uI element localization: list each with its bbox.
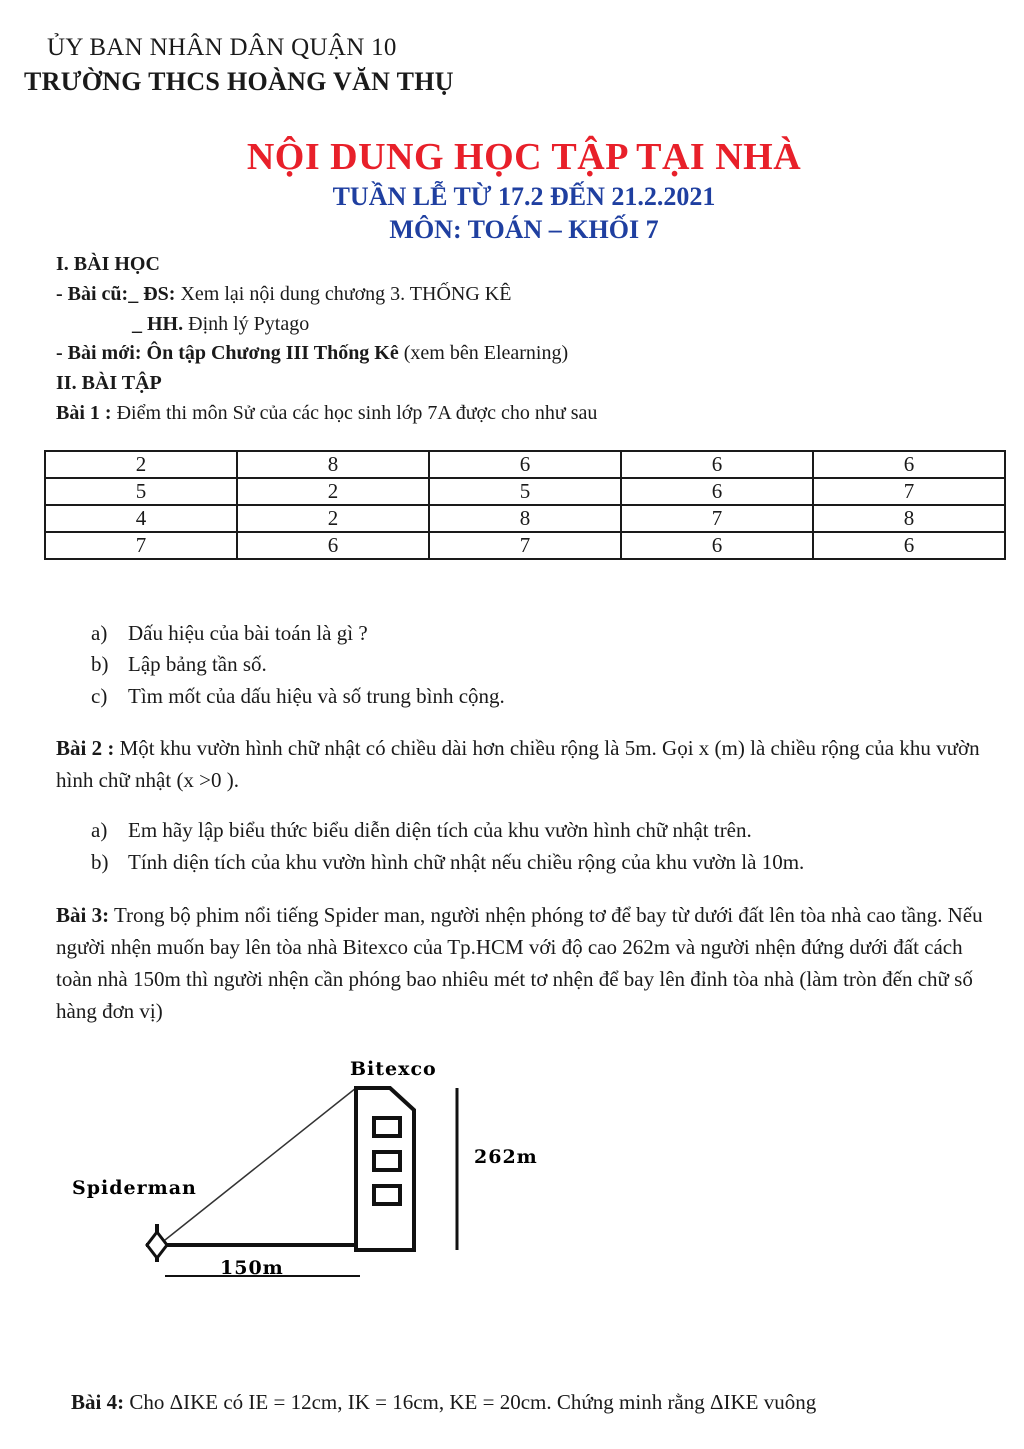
bai1-question-a <box>91 621 368 646</box>
table-cell: 5 <box>45 478 237 505</box>
question-letter: c) <box>91 684 108 708</box>
spiderman-icon <box>146 1224 170 1262</box>
org-line-1: ỦY BAN NHÂN DÂN QUẬN 10 <box>47 34 397 61</box>
bai1-label: Bài 1 : <box>56 402 112 424</box>
table-cell: 4 <box>45 505 237 532</box>
bai3-text: Trong bộ phim nổi tiếng Spider man, người nhện phóng tơ để bay từ dưới đất lên tòa nhà cao tầng. Nếu người nhện muốn bay lên tòa nhà Bitexco của Tp.HCM với độ cao 262m và người nhện đứng dưới đất cách toàn nhà 150m thì người nhện cần phóng bao nhiêu mét tơ nhện để bay lên đỉnh tòa nhà (làm tròn đến chữ số hàng đơn vị) <box>56 903 983 1023</box>
bai3-label: Bài 3: <box>56 903 110 927</box>
table-cell: 7 <box>813 478 1005 505</box>
bai1-question-b <box>91 652 267 677</box>
bai4-text: Cho ΔIKE có IE = 12cm, IK = 16cm, KE = 20cm. Chứng minh rằng ΔIKE vuông <box>124 1390 817 1414</box>
table-cell: 6 <box>813 451 1005 478</box>
hh-text: Định lý Pytago <box>183 313 310 335</box>
question-text: Dấu hiệu của bài toán là gì ? <box>128 621 368 645</box>
table-cell: 8 <box>813 505 1005 532</box>
table-cell: 2 <box>237 478 429 505</box>
hh-label: _ HH. <box>132 313 184 335</box>
bai2-label: Bài 2 : <box>56 736 115 760</box>
table-row <box>45 451 1005 478</box>
table-cell: 2 <box>45 451 237 478</box>
new-lesson-label: - Bài mới: Ôn tập Chương III Thống Kê <box>56 342 399 364</box>
building-label: Bitexco <box>350 1058 437 1080</box>
building-window <box>374 1186 400 1204</box>
bai1-prompt <box>56 402 597 425</box>
subject-subtitle: MÔN: TOÁN – KHỐI 7 <box>389 215 659 244</box>
table-cell: 6 <box>237 532 429 559</box>
old-lesson-label: - Bài cũ:_ ĐS: <box>56 283 176 305</box>
new-lesson-text: (xem bên Elearning) <box>398 342 569 364</box>
hh-line <box>132 313 309 336</box>
table-cell: 6 <box>621 532 813 559</box>
question-letter: a) <box>91 621 108 645</box>
table-cell: 6 <box>429 451 621 478</box>
bai1-question-c <box>91 684 505 709</box>
spiderman-figure <box>50 1040 570 1290</box>
table-cell: 6 <box>621 451 813 478</box>
building-window <box>374 1152 400 1170</box>
bai1-text: Điểm thi môn Sử của các học sinh lớp 7A được cho như sau <box>111 402 598 424</box>
table-cell: 5 <box>429 478 621 505</box>
question-text: Tính diện tích của khu vườn hình chữ nhật nếu chiều rộng của khu vườn là 10m. <box>128 850 805 874</box>
score-table <box>44 450 1006 560</box>
week-subtitle: TUẦN LỄ TỪ 17.2 ĐẾN 21.2.2021 <box>332 182 716 211</box>
table-cell: 7 <box>621 505 813 532</box>
table-row <box>45 478 1005 505</box>
question-text: Em hãy lập biểu thức biểu diễn diện tích của khu vườn hình chữ nhật trên. <box>128 818 752 842</box>
distance-label: 150m <box>220 1257 284 1279</box>
table-cell: 6 <box>813 532 1005 559</box>
web-line <box>160 1088 356 1244</box>
height-label: 262m <box>474 1146 538 1168</box>
new-lesson-line <box>56 342 568 365</box>
question-letter: a) <box>91 818 108 842</box>
table-cell: 7 <box>429 532 621 559</box>
question-text: Lập bảng tần số. <box>128 652 267 676</box>
table-cell: 6 <box>621 478 813 505</box>
table-row <box>45 532 1005 559</box>
old-lesson-line <box>56 283 511 306</box>
page-title: NỘI DUNG HỌC TẬP TẠI NHÀ <box>246 136 802 178</box>
question-letter: b) <box>91 652 109 676</box>
building-window <box>374 1118 400 1136</box>
person-label: Spiderman <box>72 1177 197 1199</box>
table-cell: 2 <box>237 505 429 532</box>
bai3-prompt <box>56 899 996 1027</box>
bai2-question-b <box>91 850 804 875</box>
section1-heading: I. BÀI HỌC <box>56 253 160 275</box>
table-cell: 7 <box>45 532 237 559</box>
old-lesson-text: Xem lại nội dung chương 3. THỐNG KÊ <box>175 283 512 305</box>
org-line-2: TRƯỜNG THCS HOÀNG VĂN THỤ <box>24 67 454 96</box>
bai2-question-a <box>91 818 752 843</box>
table-row <box>45 505 1005 532</box>
table-cell: 8 <box>237 451 429 478</box>
bai4-prompt <box>71 1390 816 1415</box>
bai2-text: Một khu vườn hình chữ nhật có chiều dài hơn chiều rộng là 5m. Gọi x (m) là chiều rộng của khu vườn hình chữ nhật (x >0 ). <box>56 736 980 792</box>
question-text: Tìm mốt của dấu hiệu và số trung bình cộng. <box>128 684 505 708</box>
section2-heading: II. BÀI TẬP <box>56 372 162 394</box>
question-letter: b) <box>91 850 109 874</box>
bai4-label: Bài 4: <box>71 1390 125 1414</box>
bai2-prompt <box>56 732 996 796</box>
table-cell: 8 <box>429 505 621 532</box>
